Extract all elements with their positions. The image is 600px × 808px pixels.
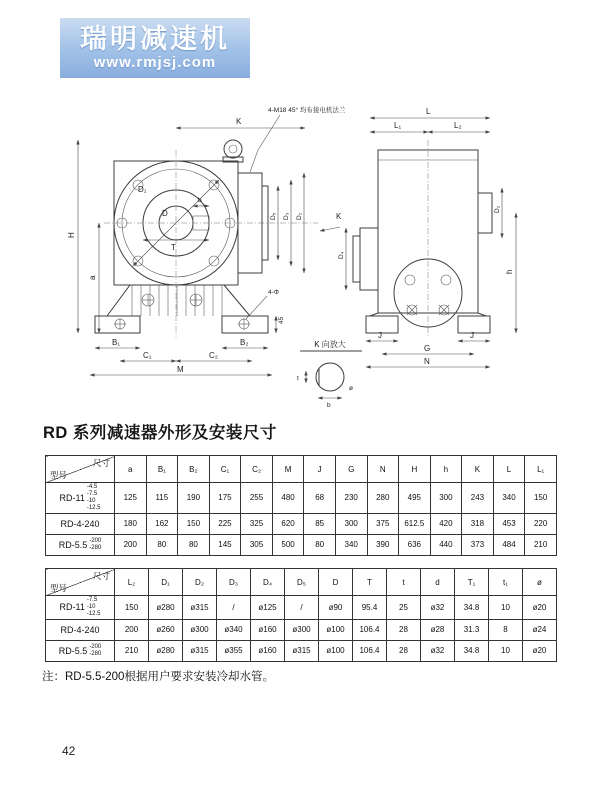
column-header: K [462, 456, 494, 483]
dim-label-J-left: J [378, 331, 382, 340]
model-ratio: -280 [89, 544, 102, 551]
value-cell: 300 [335, 513, 367, 534]
column-header: T₁ [455, 569, 489, 596]
dim-label-C2: C₂ [209, 351, 218, 360]
value-cell: 28 [387, 640, 421, 661]
column-header: H [399, 456, 431, 483]
side-view [338, 107, 516, 367]
dim-label-L2: L₂ [454, 121, 462, 130]
value-cell: 340 [493, 483, 525, 514]
model-ratio: -280 [89, 650, 102, 657]
value-cell: ø300 [183, 619, 217, 640]
model-ratio: -200 [89, 537, 102, 544]
value-cell: ø160 [251, 640, 285, 661]
dim-label-a: a [88, 275, 97, 280]
column-header: a [115, 456, 147, 483]
value-cell: 80 [178, 534, 210, 555]
dim-label-L: L [426, 107, 431, 116]
value-cell: 31.3 [455, 619, 489, 640]
model-ratio: -7.5 [86, 597, 98, 603]
column-header: D₅ [285, 569, 319, 596]
value-cell: ø280 [149, 640, 183, 661]
dimensions-table-2 [45, 568, 557, 662]
model-cell [46, 619, 115, 640]
model-ratio: -10 [86, 497, 96, 504]
value-cell: ø32 [421, 596, 455, 620]
column-header: M [272, 456, 304, 483]
dim-label-H: H [67, 232, 76, 238]
corner-header [46, 569, 115, 596]
dim-label-T: T [171, 243, 176, 252]
dim-label-h: h [505, 269, 514, 274]
value-cell: ø340 [217, 619, 251, 640]
dim-label-45: 45 [278, 316, 285, 324]
value-cell: ø100 [319, 640, 353, 661]
dim-label-D2-side: D₂ [494, 205, 501, 213]
value-cell: 8 [489, 619, 523, 640]
lifting-eye-icon [223, 140, 243, 162]
dim-label-D4: D₄ [338, 251, 345, 259]
column-header: L₁ [525, 456, 557, 483]
dim-label-B1: B₁ [112, 338, 121, 347]
value-cell: 375 [367, 513, 399, 534]
value-cell: 25 [387, 596, 421, 620]
dim-label-J-right: J [470, 331, 474, 340]
value-cell: ø260 [149, 619, 183, 640]
value-cell: 106.4 [353, 640, 387, 661]
model-ratio-stack [89, 644, 101, 658]
value-cell: ø125 [251, 596, 285, 620]
model-ratio: -12.5 [86, 504, 101, 511]
model-cell [46, 534, 115, 555]
front-view [67, 117, 342, 375]
value-cell: 500 [272, 534, 304, 555]
value-cell: 10 [489, 640, 523, 661]
value-cell: 200 [115, 534, 147, 555]
model-ratio: -4.5 [86, 484, 98, 490]
value-cell: 225 [209, 513, 241, 534]
value-cell: 612.5 [399, 513, 431, 534]
value-cell: 480 [272, 483, 304, 514]
column-header: d [421, 569, 455, 596]
value-cell: 106.4 [353, 619, 387, 640]
value-cell: 190 [178, 483, 210, 514]
dim-label-K: K [236, 117, 242, 126]
column-header: B₂ [178, 456, 210, 483]
model-ratio: -7.5 [86, 490, 98, 497]
model-cell [46, 596, 115, 620]
model-name: RD-5.5 [58, 539, 88, 550]
value-cell: 200 [115, 619, 149, 640]
value-cell: 340 [335, 534, 367, 555]
corner-label-model: 型号 [50, 583, 68, 593]
column-header: D₃ [217, 569, 251, 596]
page-number: 42 [62, 744, 76, 758]
value-cell: ø355 [217, 640, 251, 661]
model-cell [46, 483, 115, 514]
value-cell: 230 [335, 483, 367, 514]
dim-label-N: N [424, 357, 430, 366]
model-ratio: -10 [86, 603, 96, 610]
value-cell: ø300 [285, 619, 319, 640]
value-cell: 255 [241, 483, 273, 514]
value-cell: 280 [367, 483, 399, 514]
model-name: RD-11 [59, 602, 85, 613]
value-cell: ø315 [183, 596, 217, 620]
brand-url: www.rmjsj.com [93, 53, 217, 71]
table-row [46, 640, 557, 661]
dim-label-D3: D₃ [283, 212, 290, 220]
model-name: RD-5.5 [58, 645, 88, 656]
column-header: t [387, 569, 421, 596]
table-row [46, 534, 557, 555]
value-cell: ø315 [285, 640, 319, 661]
value-cell: 420 [430, 513, 462, 534]
value-cell: ø280 [149, 596, 183, 620]
reducer-dimension-drawing [0, 88, 600, 418]
value-cell: ø28 [421, 619, 455, 640]
value-cell: / [285, 596, 319, 620]
value-cell: ø315 [183, 640, 217, 661]
value-cell: 150 [525, 483, 557, 514]
dim-label-B2: B₂ [240, 338, 249, 347]
value-cell: 34.8 [455, 640, 489, 661]
model-ratio: -12.5 [86, 610, 101, 617]
dim-label-C1: C₁ [143, 351, 152, 360]
value-cell: 10 [489, 596, 523, 620]
dim-label-b-detail: b [327, 402, 331, 409]
dim-label-D5: D₅ [270, 212, 277, 220]
model-name: RD-4-240 [60, 624, 100, 635]
column-header: L [493, 456, 525, 483]
value-cell: ø100 [319, 619, 353, 640]
table-row [46, 596, 557, 620]
model-name: RD-4-240 [60, 518, 100, 529]
value-cell: 28 [387, 619, 421, 640]
dim-label-t: t [297, 375, 299, 382]
table-row [46, 513, 557, 534]
value-cell: 484 [493, 534, 525, 555]
dim-label-L1: L₁ [394, 121, 402, 130]
column-header: C₂ [241, 456, 273, 483]
k-detail-view [297, 339, 362, 409]
column-header: D [319, 569, 353, 596]
column-header: ø [523, 569, 557, 596]
value-cell: 210 [115, 640, 149, 661]
callout-4-phi: 4-Φ [268, 289, 279, 296]
column-header: D₂ [183, 569, 217, 596]
value-cell: 220 [525, 513, 557, 534]
value-cell: 373 [462, 534, 494, 555]
column-header: G [335, 456, 367, 483]
model-ratio-stack [89, 538, 101, 552]
column-header: T [353, 569, 387, 596]
value-cell: ø32 [421, 640, 455, 661]
dim-label-M: M [177, 365, 184, 374]
value-cell: ø20 [523, 640, 557, 661]
corner-label-dimension: 尺寸 [92, 571, 110, 581]
model-ratio-stack [87, 597, 101, 618]
model-ratio: -200 [89, 643, 102, 650]
value-cell: ø90 [319, 596, 353, 620]
value-cell: 300 [430, 483, 462, 514]
dim-label-D1: D₁ [138, 185, 147, 194]
column-header: J [304, 456, 336, 483]
corner-label-dimension: 尺寸 [92, 458, 110, 468]
dim-label-dia: ø [349, 385, 353, 392]
brand-name: 瑞明减速机 [80, 24, 230, 55]
value-cell: 318 [462, 513, 494, 534]
value-cell: ø160 [251, 619, 285, 640]
value-cell: 495 [399, 483, 431, 514]
value-cell: 636 [399, 534, 431, 555]
cooling-fins [132, 285, 222, 316]
value-cell: 243 [462, 483, 494, 514]
value-cell: 34.8 [455, 596, 489, 620]
dim-label-G: G [424, 344, 431, 353]
dim-label-b: b [198, 197, 202, 204]
value-cell: 453 [493, 513, 525, 534]
model-ratio-stack [87, 484, 101, 512]
value-cell: 125 [115, 483, 147, 514]
value-cell: 80 [304, 534, 336, 555]
value-cell: 145 [209, 534, 241, 555]
table-row [46, 619, 557, 640]
value-cell: 210 [525, 534, 557, 555]
column-header: L₂ [115, 569, 149, 596]
value-cell: ø20 [523, 596, 557, 620]
corner-header [46, 456, 115, 483]
technical-drawing [0, 88, 600, 418]
dimensions-table-1 [45, 455, 557, 556]
value-cell: 175 [209, 483, 241, 514]
view-direction-label-K: K [336, 212, 342, 221]
column-header: t₁ [489, 569, 523, 596]
column-header: h [430, 456, 462, 483]
value-cell: 115 [146, 483, 178, 514]
callout-motor-flange: 4-M18 45° 均布接电机法兰 [268, 107, 346, 114]
value-cell: 80 [146, 534, 178, 555]
value-cell: 180 [115, 513, 147, 534]
header-row [46, 569, 557, 596]
corner-label-model: 型号 [50, 470, 68, 480]
value-cell: 325 [241, 513, 273, 534]
column-header: B₁ [146, 456, 178, 483]
value-cell: ø24 [523, 619, 557, 640]
value-cell: 95.4 [353, 596, 387, 620]
value-cell: 305 [241, 534, 273, 555]
dim-label-D: D [162, 209, 168, 218]
value-cell: 68 [304, 483, 336, 514]
brand-logo [60, 18, 250, 78]
value-cell: 390 [367, 534, 399, 555]
value-cell: 150 [115, 596, 149, 620]
value-cell: 440 [430, 534, 462, 555]
model-cell [46, 640, 115, 661]
model-name: RD-11 [59, 492, 85, 503]
detail-title: K 向放大 [314, 340, 346, 349]
footnote: 注：RD-5.5-200根据用户要求安装冷却水管。 [42, 671, 274, 683]
value-cell: 620 [272, 513, 304, 534]
value-cell: 162 [146, 513, 178, 534]
value-cell: 150 [178, 513, 210, 534]
header-row [46, 456, 557, 483]
model-cell [46, 513, 115, 534]
section-title: RD 系列减速器外形及安装尺寸 [43, 424, 277, 442]
column-header: N [367, 456, 399, 483]
dim-label-D2-front: D₂ [296, 212, 303, 220]
value-cell: 85 [304, 513, 336, 534]
table-row [46, 483, 557, 514]
column-header: D₁ [149, 569, 183, 596]
value-cell: / [217, 596, 251, 620]
column-header: C₁ [209, 456, 241, 483]
column-header: D₄ [251, 569, 285, 596]
